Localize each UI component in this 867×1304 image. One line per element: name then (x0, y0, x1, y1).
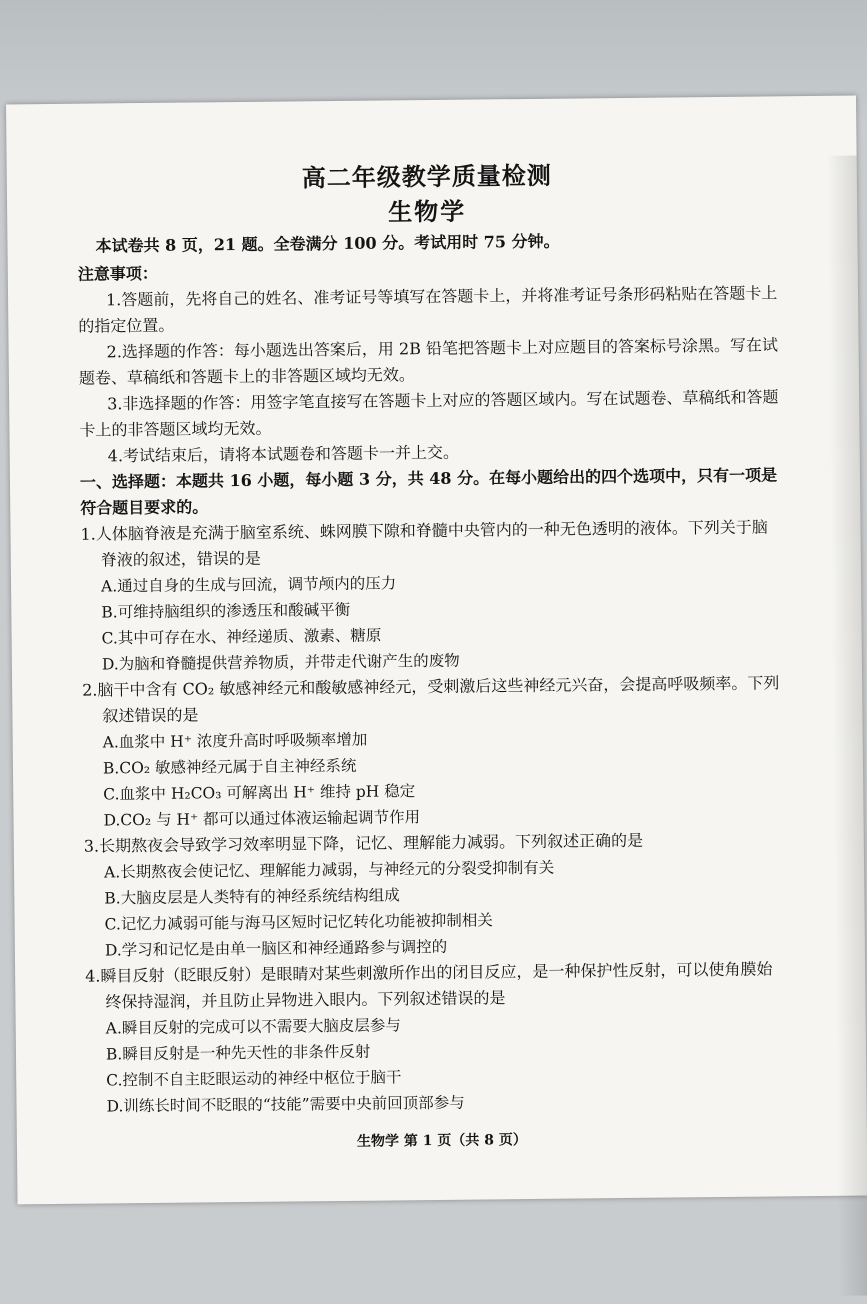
notice-item: 2.选择题的作答：每小题选出答案后，用 2B 铅笔把答题卡上对应题目的答案标号涂黑。写在试题卷、草稿纸和答题卡上的非答题区域均无效。 (78, 335, 779, 388)
question-stem: 1.人体脑脊液是充满于脑室系统、蛛网膜下隙和脊髓中央管内的一种无色透明的液体。下列关于脑脊液的叙述，错误的是 (80, 517, 768, 570)
question-stem: 3.长期熬夜会导致学习效率明显下降，记忆、理解能力减弱。下列叙述正确的是 (83, 830, 644, 856)
question-stem: 4.瞬目反射（眨眼反射）是眼睛对某些刺激所作出的闭目反应，是一种保护性反射，可以使角膜始终保持湿润，并且防止异物进入眼内。下列叙述错误的是 (85, 959, 773, 1012)
notice-item: 3.非选择题的作答：用签字笔直接写在答题卡上对应的答题区域内。写在试题卷、草稿纸和答题卡上的非答题区域均无效。 (79, 387, 779, 440)
exam-info: 本试卷共 8 页，21 题。全卷满分 100 分。考试用时 75 分钟。 (95, 231, 560, 256)
option-b: B.瞬目反射是一种先天性的非条件反射 (105, 1042, 371, 1064)
exam-title: 高二年级教学质量检测 (301, 160, 552, 193)
option-c: C.血浆中 H₂CO₃ 可解离出 H⁺ 维持 pH 稳定 (103, 782, 416, 804)
option-d: D.学习和记忆是由单一脑区和神经通路参与调控的 (104, 937, 448, 960)
notice-heading: 注意事项： (77, 263, 158, 284)
subject-title: 生物学 (388, 196, 467, 227)
question-stem: 2.脑干中含有 CO₂ 敏感神经元和酸敏感神经元，受刺激后这些神经元兴奋，会提高呼吸频率。下列叙述错误的是 (82, 673, 780, 726)
question-2 (82, 670, 784, 833)
option-c: C.控制不自主眨眼运动的神经中枢位于脑干 (106, 1068, 402, 1090)
notice-item: 4.考试结束后，请将本试题卷和答题卡一并上交。 (107, 442, 460, 466)
section-heading: 一、选择题：本题共 16 小题，每小题 3 分，共 48 分。在每小题给出的四个选项中，只有一项是符合题目要求的。 (79, 465, 778, 518)
page-content (77, 156, 787, 1119)
page-footer: 生物学 第 1 页（共 8 页） (356, 1132, 527, 1150)
notice-item: 1.答题前，先将自己的姓名、准考证号等填写在答题卡上，并将准考证号条形码粘贴在答题卡上的指定位置。 (78, 283, 778, 336)
option-d: D.训练长时间不眨眼的“技能”需要中央前回顶部参与 (106, 1093, 465, 1116)
option-b: B.大脑皮层是人类特有的神经系统结构组成 (104, 886, 400, 908)
option-c: C.记忆力减弱可能与海马区短时记忆转化功能被抑制相关 (104, 911, 493, 934)
option-b: B.CO₂ 敏感神经元属于自主神经系统 (102, 756, 357, 778)
option-a: A.血浆中 H⁺ 浓度升高时呼吸频率增加 (102, 730, 368, 752)
option-a: A.瞬目反射的完成可以不需要大脑皮层参与 (105, 1016, 401, 1038)
option-d: D.为脑和脊髓提供营养物质，并带走代谢产生的废物 (101, 651, 460, 674)
option-a: A.长期熬夜会使记忆、理解能力减弱，与神经元的分裂受抑制有关 (103, 858, 555, 882)
question-3 (84, 826, 785, 963)
question-1 (80, 514, 782, 677)
exam-page (6, 96, 867, 1205)
option-b: B.可维持脑组织的渗透压和酸碱平衡 (101, 600, 351, 622)
option-a: A.通过自身的生成与回流，调节颅内的压力 (100, 574, 397, 596)
option-d: D.CO₂ 与 H⁺ 都可以通过体液运输起调节作用 (103, 808, 421, 830)
question-4 (85, 956, 787, 1119)
option-c: C.其中可存在水、神经递质、激素、糖原 (101, 626, 382, 648)
